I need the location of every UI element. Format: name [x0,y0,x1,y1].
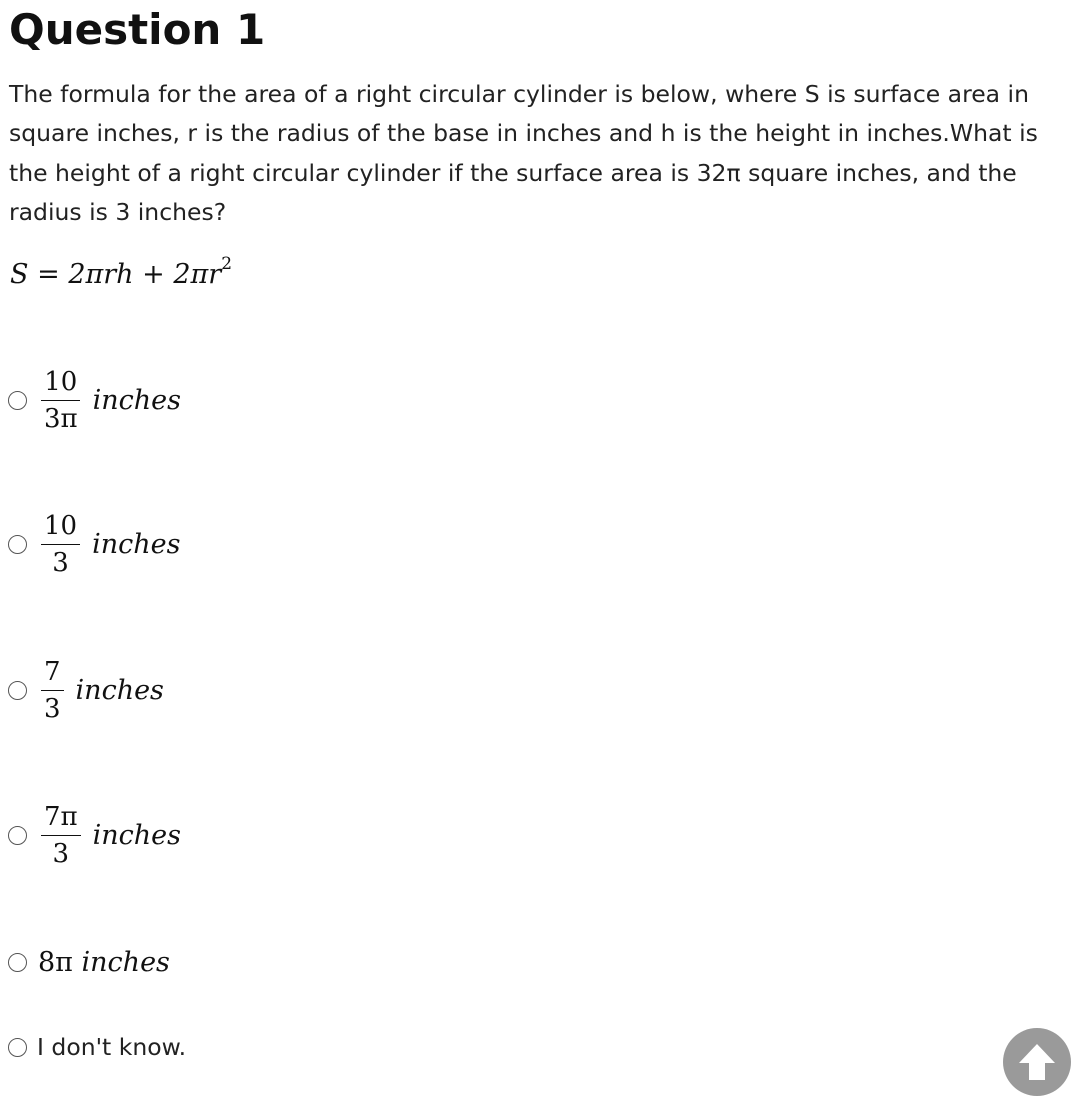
fraction-denominator: 3π [44,404,78,434]
option-unit: inches [92,385,182,416]
formula-plus: + [142,259,165,290]
fraction-numerator: 10 [41,511,80,545]
fraction-numerator: 10 [41,367,80,401]
fraction-numerator: 7 [41,657,64,691]
formula-lhs: S [10,259,29,290]
option-unit: inches [81,947,170,978]
formula-term-bases: 2πr [173,259,222,290]
formula-exponent: 2 [221,254,233,274]
surface-area-formula [10,254,233,290]
radio-button[interactable] [8,391,27,410]
question-prompt: The formula for the area of a right circular cylinder is below, where S is surface area in square inches, r is the radius of the base in inches and h is the height in inches.What is the height of a right circular cylinder if the surface area is 32π square inches, and the radius is 3 inches? [9,80,1038,226]
option-text: I don't know. [37,1033,187,1061]
formula-equals: = [37,259,60,290]
formula-term-lateral: 2πrh [68,259,134,290]
option-fraction [41,802,81,869]
option-fraction [41,511,80,578]
answer-option-c[interactable] [8,657,164,724]
option-value [38,947,170,978]
radio-button[interactable] [8,535,27,554]
option-unit: inches [92,820,182,851]
answer-option-a[interactable] [8,367,181,434]
radio-button[interactable] [8,1038,27,1057]
fraction-denominator: 3 [44,694,61,724]
fraction-denominator: 3 [52,548,69,578]
arrow-up-icon [1014,1039,1060,1085]
option-fraction [41,367,81,434]
answer-option-dont-know[interactable] [8,1033,186,1061]
answer-option-e[interactable] [8,947,170,978]
fraction-denominator: 3 [52,839,70,869]
answer-option-d[interactable] [8,802,181,869]
scroll-to-top-button[interactable] [1003,1028,1071,1096]
fraction-numerator: 7π [41,802,81,836]
option-fraction [41,657,64,724]
option-unit: inches [75,675,164,706]
option-unit: inches [92,529,181,560]
radio-button[interactable] [8,681,27,700]
radio-button[interactable] [8,953,27,972]
radio-button[interactable] [8,826,27,845]
option-value-number: 8π [38,947,73,978]
answer-option-b[interactable] [8,511,180,578]
question-title: Question 1 [9,5,266,54]
